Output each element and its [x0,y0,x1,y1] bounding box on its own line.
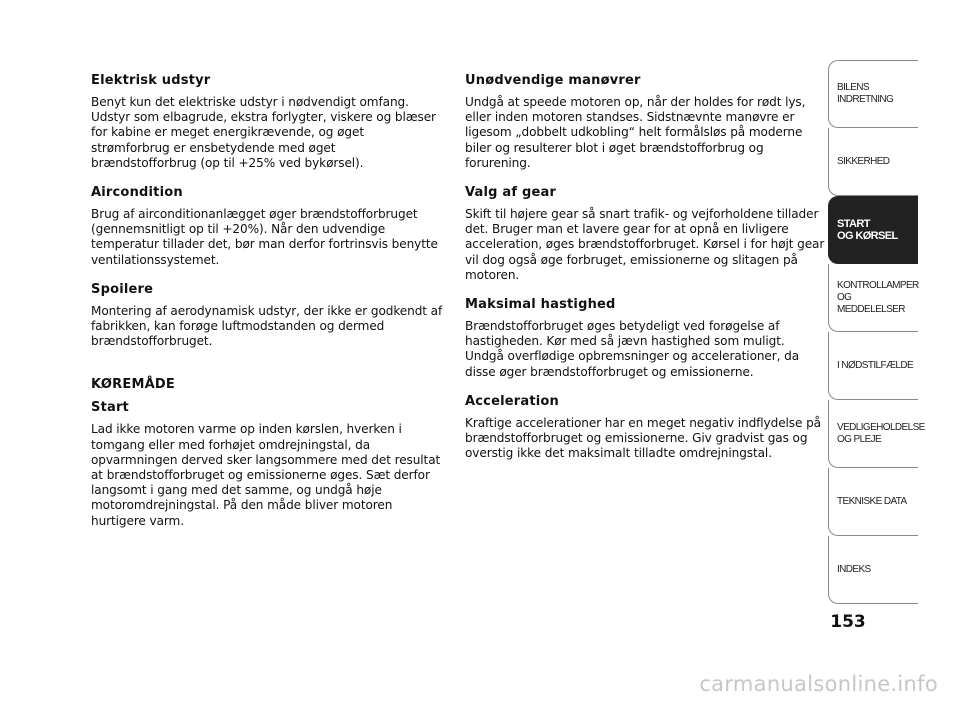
tab-start-og-koersel[interactable] [828,196,918,264]
section-body: Skift til højere gear så snart trafik- og vejforholdene tillader det. Bruger man et lavere gear for at opnå en livligere acceleration, øges brændstofforbruget. Kørsel i for højt gear vil dog også øge forbruget, emissionerne og slitagen på motoren. [465,207,825,282]
section-max-speed [465,296,825,380]
tab-vedligeholdelse[interactable] [828,400,925,468]
section-unnecessary-maneuvers [465,72,825,171]
tab-label: TEKNISKE DATA [837,495,907,507]
tab-label: VEDLIGEHOLDELSE OG PLEJE [837,421,925,445]
section-electrical [91,72,443,171]
tab-label: SIKKERHED [837,155,890,167]
section-spoilers [91,281,443,350]
tab-tekniske-data[interactable] [828,468,918,536]
section-start [91,399,443,528]
section-heading: Start [91,400,129,416]
chapter-nav [828,60,925,604]
section-body: Montering af aerodynamisk udstyr, der ikke er godkendt af fabrikken, kan forøge luftmodstanden og dermed brændstofforbruget. [91,303,443,349]
tab-indeks[interactable] [828,536,918,604]
section-gear-choice [465,184,825,283]
section-heading: Spoilere [91,281,154,297]
tab-label: BILENS INDRETNING [837,82,894,105]
tab-label: INDEKS [837,563,871,575]
section-heading: Acceleration [465,393,560,409]
section-body: Undgå at speede motoren op, når der holdes for rødt lys, eller inden motoren standses. Sidstnævnte manøvre er ligesom „dobbelt udkobling“ helt formålsløs på moderne biler og resulterer blot i øget brændstofforbrug og forurening. [465,95,806,170]
tab-bilens-indretning[interactable] [828,60,918,128]
section-heading: Maksimal hastighed [465,297,616,313]
section-body: Benyt kun det elektriske udstyr i nødvendigt omfang. Udstyr som elbagrude, ekstra forlygter, viskere og blæser for kabine er meget energikrævende, og øget strømforbrug er ensbetydende med øget brændstofforbrug (op til +25% ved bykørsel). [91,95,436,170]
section-acceleration [465,393,825,462]
section-heading: Aircondition [91,185,183,201]
tab-sikkerhed[interactable] [828,128,918,196]
tab-noedstilfaelde[interactable] [828,332,918,400]
section-heading: Elektrisk udstyr [91,73,211,88]
page-number: 153 [830,612,866,632]
section-heading: Unødvendige manøvrer [465,73,641,88]
right-column [465,72,825,474]
tab-label: I NØDSTILFÆLDE [837,359,914,371]
section-body: Brug af airconditionanlægget øger brændstofforbruget (gennemsnitligt op til +20%). Når den udvendige temperatur tillader det, bør man derfor fortrinsvis benytte ventilationssystemet. [91,207,438,267]
chapter-heading: KØREMÅDE [91,377,175,393]
section-body: Brændstofforbruget øges betydeligt ved forøgelse af hastigheden. Kør med så jævn hastighed som muligt. Undgå overflødige opbremsninger og accelerationer, da disse øger brændstofforbruget og emissionerne. [465,319,800,379]
section-heading: Valg af gear [465,185,557,201]
tab-label: KONTROLLAMPER OG MEDDELELSER [837,279,919,315]
tab-kontrollamper[interactable] [828,264,918,332]
left-column [91,72,443,542]
section-body: Lad ikke motoren varme op inden kørslen, hverken i tomgang eller med forhøjet omdrejningstal, da opvarmningen derved sker langsommere med det resultat at brændstofforbruget og emissionerne øges. Sæt derfor langsomt i gang med det samme, og undgå høje motoromdrejningstal. På den måde bliver motoren hurtigere varm. [91,422,441,528]
watermark: carmanualsonline.info [699,672,938,696]
tab-label: START OG KØRSEL [837,217,898,242]
section-aircondition [91,184,443,268]
section-body: Kraftige accelerationer har en meget negativ indflydelse på brændstofforbruget og emissionerne. Giv gradvist gas og overstig ikke det maksimalt tilladte omdrejningstal. [465,415,821,461]
